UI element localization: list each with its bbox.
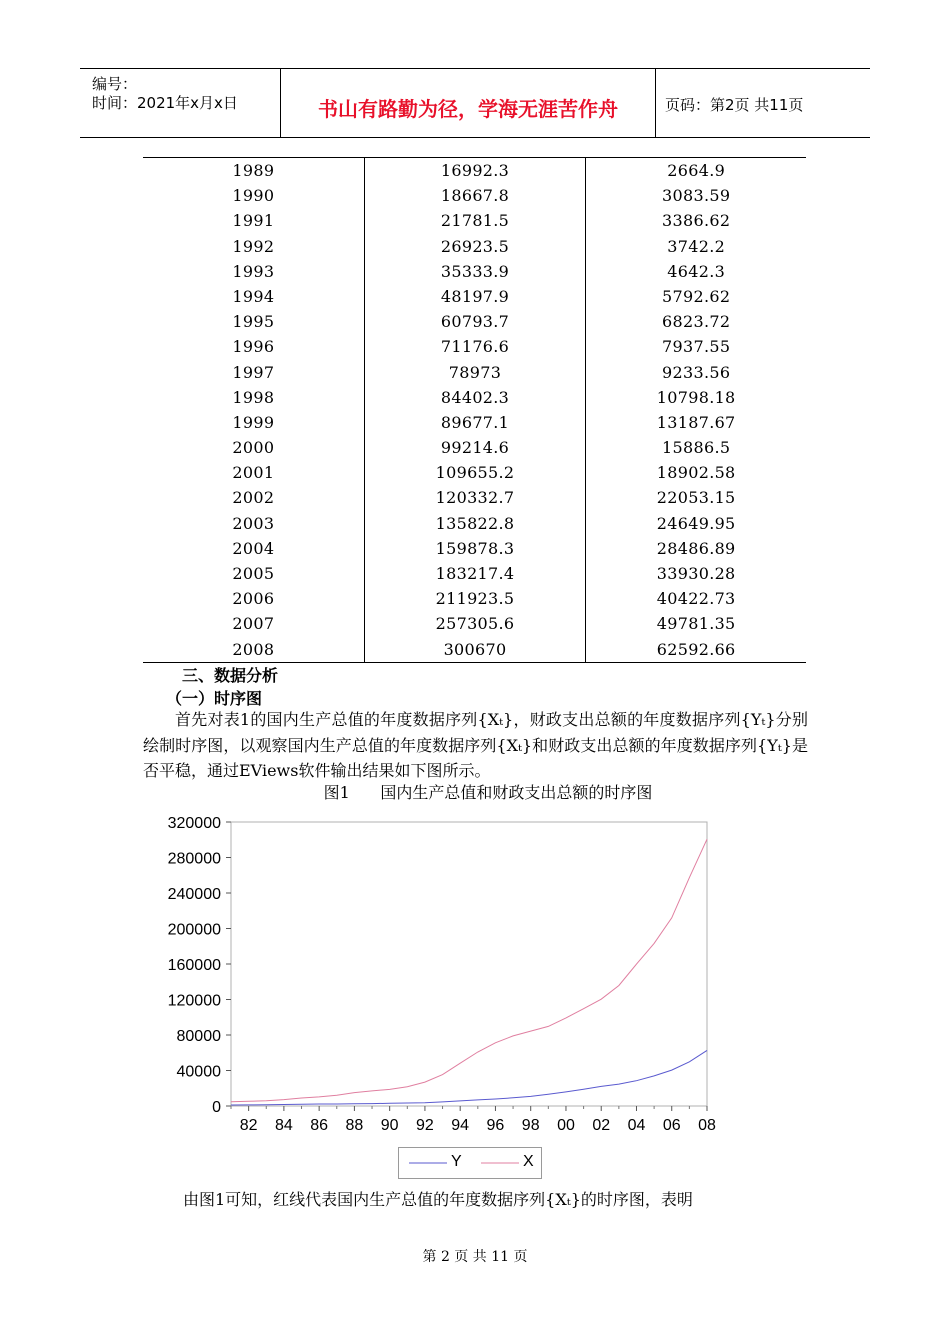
data-table bbox=[143, 157, 806, 663]
year-cell: 1995 bbox=[232, 312, 275, 332]
x-tick-label: 00 bbox=[557, 1117, 575, 1134]
table-row bbox=[143, 284, 806, 309]
table-row bbox=[143, 485, 806, 510]
header-left-cell bbox=[80, 69, 280, 137]
y-tick-label: 200000 bbox=[167, 921, 221, 939]
year-cell: 2008 bbox=[232, 639, 275, 659]
header-motto-cell bbox=[280, 69, 656, 137]
y-tick-label: 160000 bbox=[167, 957, 221, 974]
gdp-cell: 21781.5 bbox=[364, 208, 586, 233]
x-tick-label: 92 bbox=[416, 1117, 434, 1134]
expenditure-cell: 6823.72 bbox=[585, 309, 806, 334]
table-row bbox=[143, 360, 806, 385]
gdp-cell: 35333.9 bbox=[364, 259, 586, 284]
table-row bbox=[143, 234, 806, 259]
x-tick-label: 84 bbox=[274, 1117, 293, 1134]
x-tick-label: 88 bbox=[345, 1117, 364, 1134]
conclusion-text: 由图1可知，红线代表国内生产总值的年度数据序列{Xₜ}的时序图，表明 bbox=[183, 1190, 693, 1209]
expenditure-cell: 3083.59 bbox=[585, 183, 806, 208]
y-tick-label: 280000 bbox=[167, 850, 221, 868]
year-cell: 1998 bbox=[232, 387, 275, 407]
x-tick-label: 08 bbox=[698, 1117, 716, 1134]
page-header bbox=[80, 68, 870, 138]
expenditure-cell: 40422.73 bbox=[585, 586, 806, 611]
expenditure-cell: 4642.3 bbox=[585, 259, 806, 284]
expenditure-cell: 2664.9 bbox=[585, 158, 806, 183]
year-cell: 1997 bbox=[232, 362, 275, 382]
x-tick-label: 06 bbox=[662, 1117, 681, 1134]
number-label: 编号： bbox=[92, 75, 138, 93]
year-cell: 1990 bbox=[232, 186, 275, 206]
page-footer: 第 2 页 共 11 页 bbox=[422, 1249, 528, 1265]
year-cell: 2003 bbox=[232, 513, 275, 533]
year-cell: 2002 bbox=[232, 488, 275, 508]
x-tick-label: 82 bbox=[239, 1117, 258, 1134]
gdp-cell: 16992.3 bbox=[364, 158, 586, 183]
gdp-cell: 89677.1 bbox=[364, 410, 586, 435]
gdp-cell: 120332.7 bbox=[364, 485, 586, 510]
year-cell: 1994 bbox=[232, 286, 275, 306]
section-heading: 三、数据分析 bbox=[182, 666, 279, 685]
gdp-cell: 300670 bbox=[364, 637, 586, 662]
table-row bbox=[143, 637, 806, 662]
x-tick-label: 98 bbox=[521, 1117, 540, 1134]
expenditure-cell: 10798.18 bbox=[585, 385, 806, 410]
expenditure-cell: 28486.89 bbox=[585, 536, 806, 561]
y-tick-label: 80000 bbox=[176, 1028, 221, 1045]
expenditure-cell: 22053.15 bbox=[585, 485, 806, 510]
gdp-cell: 211923.5 bbox=[364, 586, 586, 611]
year-cell: 2005 bbox=[232, 564, 275, 583]
table-row bbox=[143, 561, 806, 586]
expenditure-cell: 7937.55 bbox=[585, 334, 806, 359]
gdp-cell: 99214.6 bbox=[364, 435, 586, 460]
series-line-y bbox=[231, 1050, 707, 1105]
year-cell: 1991 bbox=[232, 211, 275, 231]
expenditure-cell: 13187.67 bbox=[585, 410, 806, 435]
figure-caption: 图1 国内生产总值和财政支出总额的时序图 bbox=[323, 783, 653, 802]
year-cell: 1989 bbox=[232, 161, 275, 180]
year-cell: 1996 bbox=[232, 337, 275, 357]
table-row bbox=[143, 511, 806, 536]
y-tick-label: 40000 bbox=[176, 1063, 221, 1081]
table-row bbox=[143, 536, 806, 561]
expenditure-cell: 33930.28 bbox=[585, 561, 806, 586]
expenditure-cell: 24649.95 bbox=[585, 511, 806, 536]
series-line-x bbox=[231, 839, 707, 1101]
x-tick-label: 86 bbox=[310, 1117, 329, 1134]
y-tick-label: 120000 bbox=[167, 992, 221, 1010]
gdp-cell: 84402.3 bbox=[364, 385, 586, 410]
x-tick-label: 90 bbox=[380, 1117, 399, 1134]
gdp-cell: 60793.7 bbox=[364, 309, 586, 334]
gdp-cell: 183217.4 bbox=[364, 561, 586, 586]
table-row bbox=[143, 410, 806, 435]
year-cell: 2004 bbox=[232, 538, 275, 558]
gdp-cell: 78973 bbox=[364, 360, 586, 385]
subsection-heading: （一）时序图 bbox=[166, 689, 263, 708]
legend-label-x: X bbox=[523, 1153, 534, 1170]
gdp-cell: 71176.6 bbox=[364, 334, 586, 359]
x-tick-label: 04 bbox=[627, 1117, 646, 1134]
analysis-paragraph: 首先对表1的国内生产总值的年度数据序列{Xₜ}，财政支出总额的年度数据序列{Yₜ}分别绘制时序图，以观察国内生产总值的年度数据序列{Xₜ}和财政支出总额的年度数据序列{Yₜ}是否平稳，通过EViews软件输出结果如下图所示。 bbox=[143, 710, 808, 780]
table-row bbox=[143, 259, 806, 284]
year-cell: 2006 bbox=[232, 589, 275, 609]
table-row bbox=[143, 158, 806, 183]
expenditure-cell: 49781.35 bbox=[585, 611, 806, 636]
time-series-chart bbox=[140, 806, 740, 1191]
year-cell: 1992 bbox=[232, 236, 275, 256]
gdp-cell: 48197.9 bbox=[364, 284, 586, 309]
gdp-cell: 26923.5 bbox=[364, 234, 586, 259]
y-tick-label: 240000 bbox=[167, 886, 221, 903]
x-tick-label: 94 bbox=[451, 1117, 470, 1134]
gdp-cell: 18667.8 bbox=[364, 183, 586, 208]
table-row bbox=[143, 611, 806, 636]
x-tick-label: 02 bbox=[592, 1117, 611, 1134]
expenditure-cell: 3386.62 bbox=[585, 208, 806, 233]
table-row bbox=[143, 334, 806, 359]
expenditure-cell: 62592.66 bbox=[585, 637, 806, 662]
table-row bbox=[143, 183, 806, 208]
time-label: 时间：2021年x月x日 bbox=[92, 94, 238, 112]
expenditure-cell: 15886.5 bbox=[585, 435, 806, 460]
chart-plot-svg bbox=[140, 806, 740, 1146]
year-cell: 2000 bbox=[232, 438, 275, 458]
gdp-cell: 257305.6 bbox=[364, 611, 586, 636]
expenditure-cell: 9233.56 bbox=[585, 360, 806, 385]
expenditure-cell: 3742.2 bbox=[585, 234, 806, 259]
motto-text: 书山有路勤为径，学海无涯苦作舟 bbox=[318, 97, 618, 121]
table-row bbox=[143, 460, 806, 485]
year-cell: 2001 bbox=[232, 463, 275, 483]
legend-label-y: Y bbox=[451, 1153, 462, 1170]
plot-frame bbox=[231, 822, 707, 1106]
gdp-cell: 159878.3 bbox=[364, 536, 586, 561]
y-tick-label: 320000 bbox=[167, 815, 221, 832]
year-cell: 1999 bbox=[232, 412, 275, 432]
table-row bbox=[143, 208, 806, 233]
table-row bbox=[143, 309, 806, 334]
table-row bbox=[143, 435, 806, 460]
page-number-label: 页码：第2页 共11页 bbox=[665, 96, 804, 114]
expenditure-cell: 5792.62 bbox=[585, 284, 806, 309]
expenditure-cell: 18902.58 bbox=[585, 460, 806, 485]
year-cell: 1993 bbox=[232, 261, 275, 281]
y-tick-label: 0 bbox=[212, 1099, 221, 1116]
table-row bbox=[143, 586, 806, 611]
table-row bbox=[143, 385, 806, 410]
year-cell: 2007 bbox=[232, 614, 275, 634]
gdp-cell: 135822.8 bbox=[364, 511, 586, 536]
gdp-cell: 109655.2 bbox=[364, 460, 586, 485]
header-right-cell bbox=[655, 69, 870, 137]
x-tick-label: 96 bbox=[486, 1117, 505, 1134]
chart-legend bbox=[398, 1147, 542, 1179]
